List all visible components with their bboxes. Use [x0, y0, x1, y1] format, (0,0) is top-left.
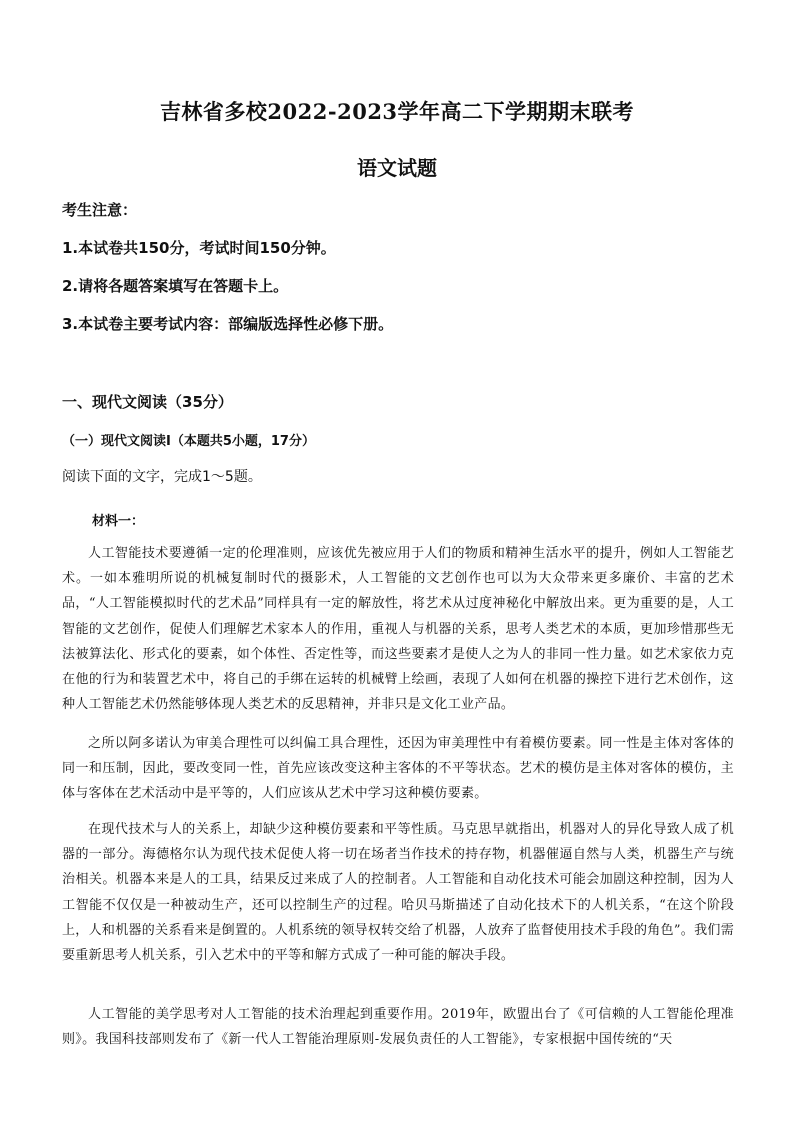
- section-subheading: （一）现代文阅读Ⅰ（本题共5小题，17分）: [62, 434, 315, 449]
- notice-item-1: 1.本试卷共150分，考试时间150分钟。: [62, 239, 336, 257]
- notice-heading: 考生注意：: [62, 201, 138, 219]
- paragraph-3: 在现代技术与人的关系上，却缺少这种模仿要素和平等性质。马克思早就指出，机器对人的异化导致人成了机器的一部分。海德格尔认为现代技术促使人将一切在场者当作技术的持存物，机器催逼自然与人类，机器生产与统治相关。机器本来是人的工具，结果反过来成了人的控制者。人工智能和自动化技术可能会加剧这种控制，因为人工智能不仅仅是一种被动生产，还可以控制生产的过程。哈贝马斯描述了自动化技术下的人机关系，“在这个阶段上，人和机器的关系看来是倒置的。人机系统的领导权转交给了机器，人放弃了监督使用技术手段的角色”。我们需要重新思考人机关系，引入艺术中的平等和解方式成了一种可能的解决手段。: [62, 822, 734, 964]
- section-heading: 一、现代文阅读（35分）: [62, 393, 233, 411]
- document-title: 吉林省多校2022-2023学年高二下学期期末联考: [159, 99, 635, 124]
- notice-item-3: 3.本试卷主要考试内容：部编版选择性必修下册。: [62, 315, 394, 333]
- notice-item-2: 2.请将各题答案填写在答题卡上。: [62, 277, 289, 295]
- paragraph-4: 人工智能的美学思考对人工智能的技术治理起到重要作用。2019年，欧盟出台了《可信赖的人工智能伦理准则》。我国科技部则发布了《新一代人工智能治理原则-发展负责任的人工智能》，专家根据中国传统的“天: [62, 1007, 734, 1048]
- material-label: 材料一：: [92, 514, 145, 529]
- paragraph-2: 之所以阿多诺认为审美合理性可以纠偏工具合理性，还因为审美理性中有着模仿要素。同一性是主体对客体的同一和压制，因此，要改变同一性，首先应该改变这种主客体的不平等状态。艺术的模仿是主体对客体的模仿，主体与客体在艺术活动中是平等的，人们应该从艺术中学习这种模仿要素。: [62, 736, 734, 802]
- reading-instruction: 阅读下面的文字，完成1～5题。: [62, 469, 262, 485]
- document-subtitle: 语文试题: [357, 156, 437, 180]
- paragraph-1: 人工智能技术要遵循一定的伦理准则，应该优先被应用于人们的物质和精神生活水平的提升，例如人工智能艺术。一如本雅明所说的机械复制时代的摄影术，人工智能的文艺创作也可以为大众带来更多廉价、丰富的艺术品，“人工智能模拟时代的艺术品”同样具有一定的解放性，将艺术从过度神秘化中解放出来。更为重要的是，人工智能的文艺创作，促使人们理解艺术家本人的作用，重视人与机器的关系，思考人类艺术的本质，更加珍惜那些无法被算法化、形式化的要素，如个体性、否定性等，而这些要素才是使人之为人的非同一性力量。如艺术家依力克在他的行为和装置艺术中，将自己的手绑在运转的机械臂上绘画，表现了人如何在机器的操控下进行艺术创作，这种人工智能艺术仍然能够体现人类艺术的反思精神，并非只是文化工业产品。: [62, 546, 734, 713]
